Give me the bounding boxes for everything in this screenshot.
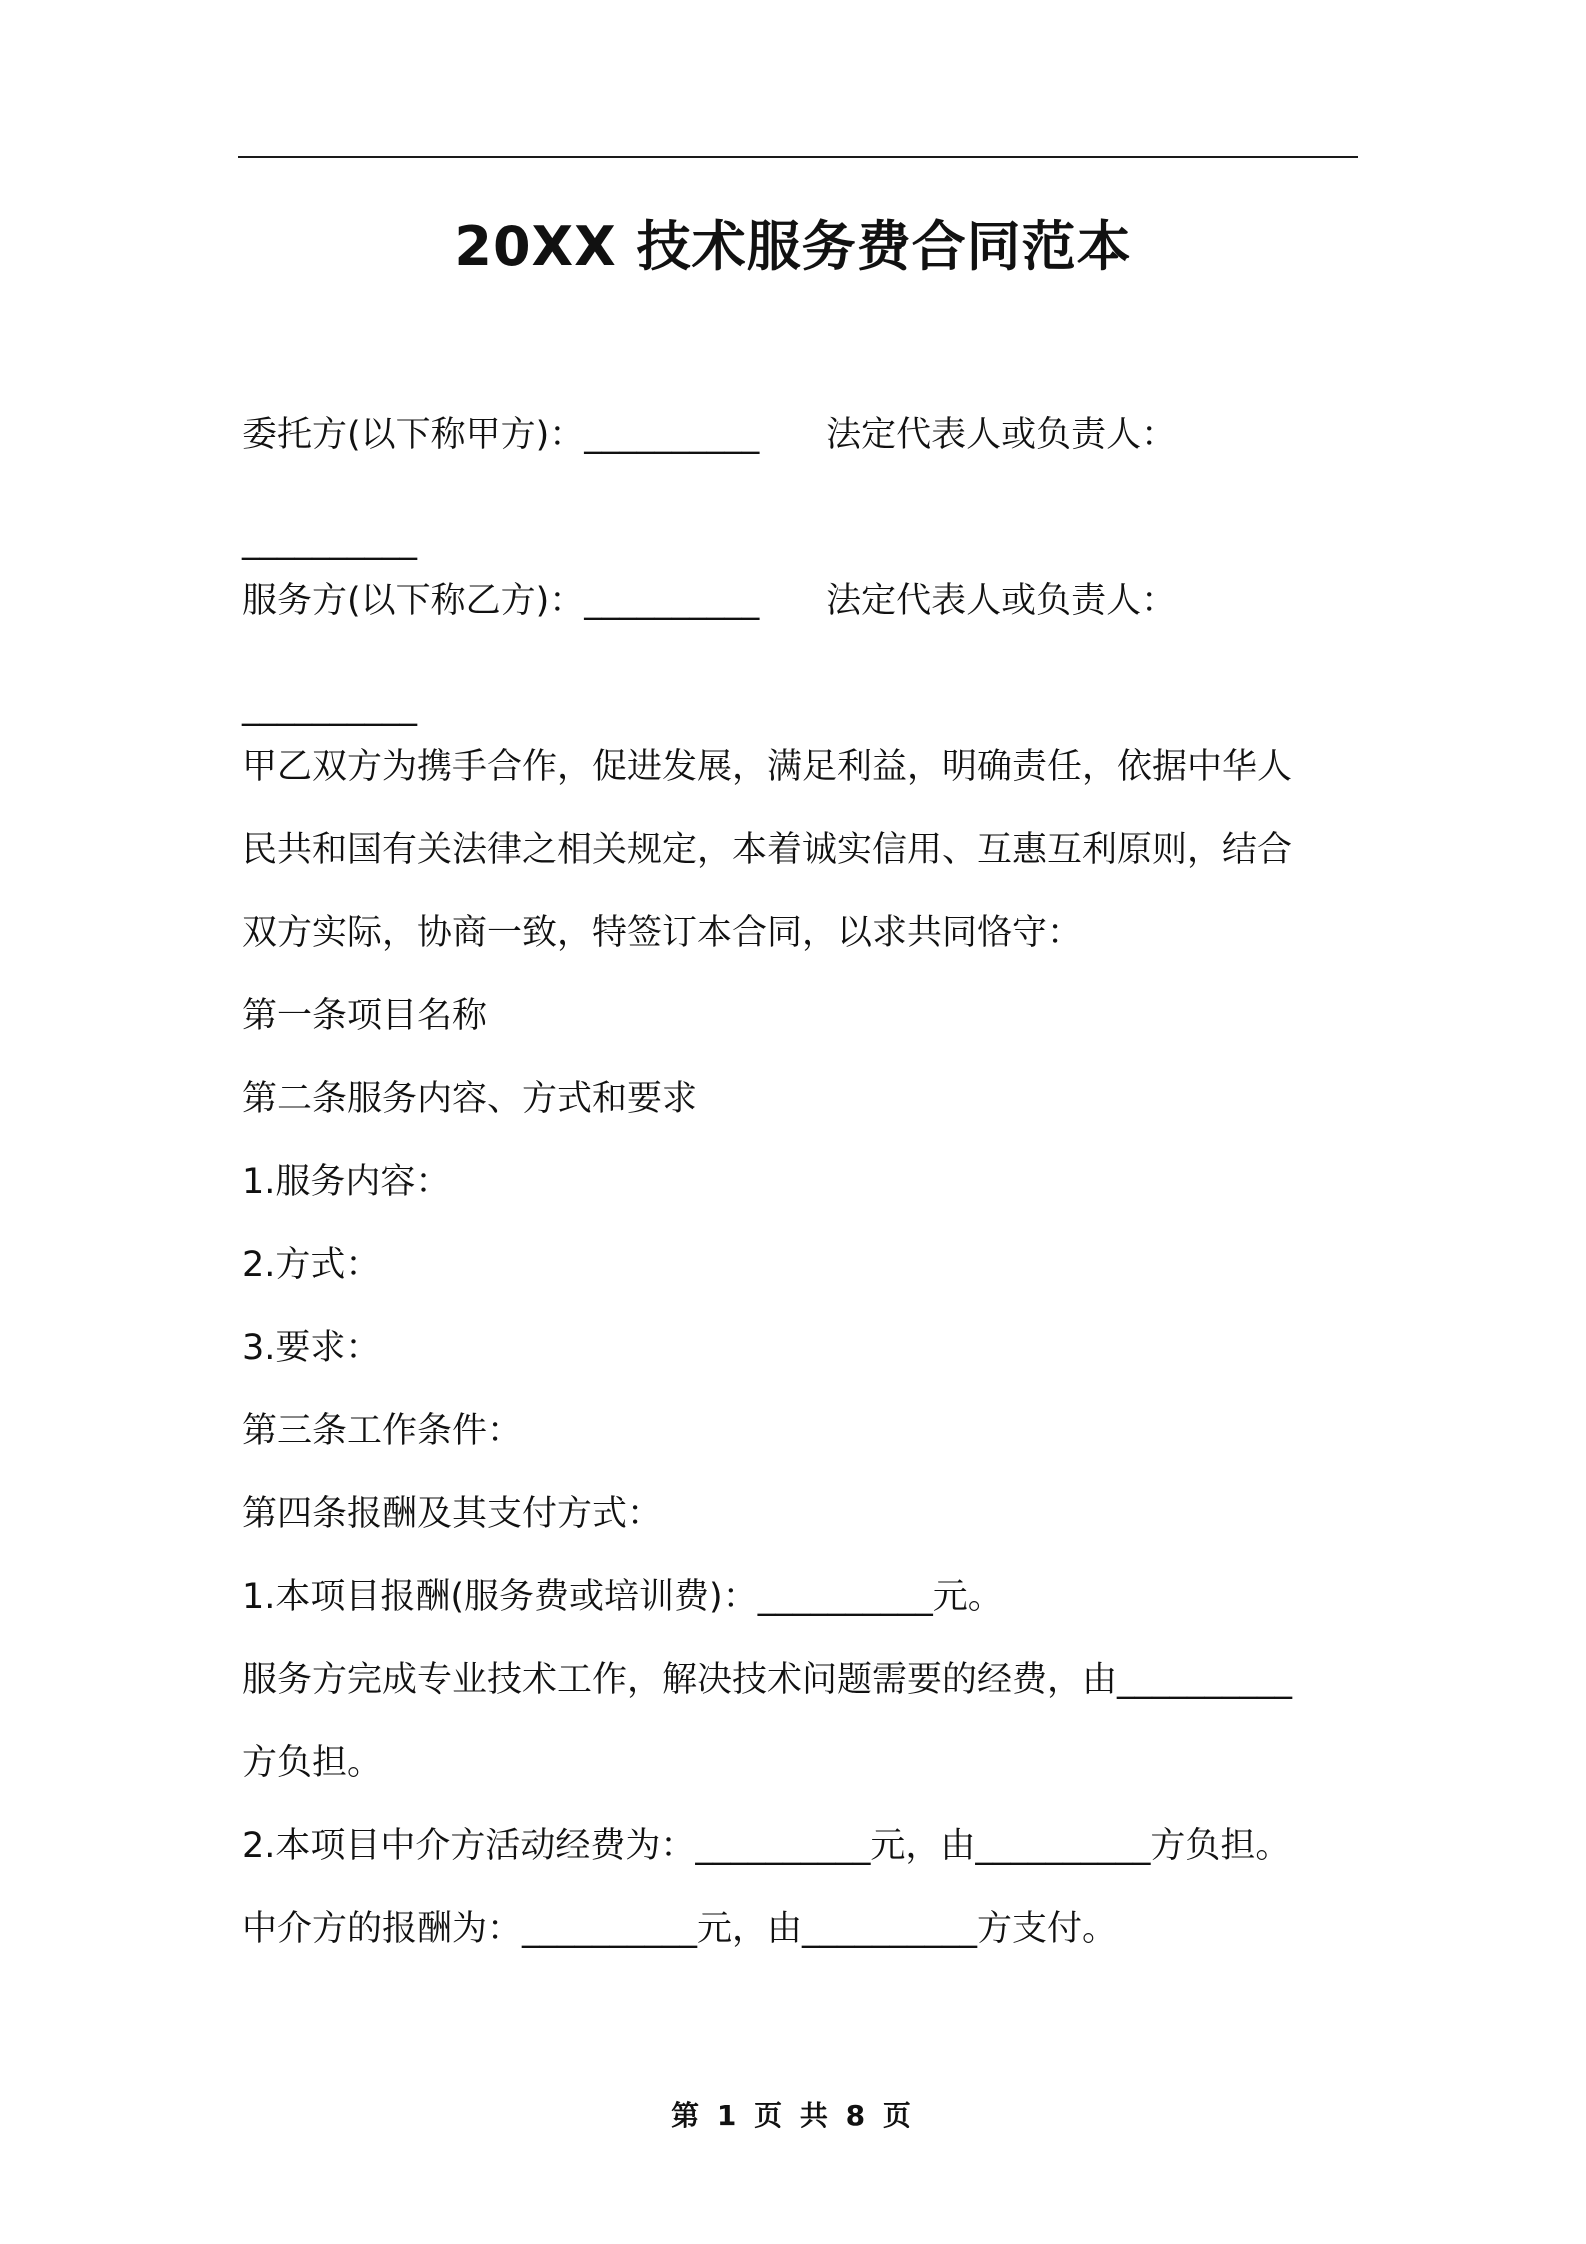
party-b-line: 服务方(以下称乙方)：__________ 法定代表人或负责人： xyxy=(242,581,1177,621)
expense-line-1: 服务方完成专业技术工作，解决技术问题需要的经费，由__________ xyxy=(242,1660,1293,1700)
preamble-line-3: 双方实际，协商一致，特签订本合同，以求共同恪守： xyxy=(242,913,1083,953)
intermediary-expense-item: 2.本项目中介方活动经费为：__________元，由__________方负担。 xyxy=(242,1826,1291,1866)
preamble-line-1: 甲乙双方为携手合作，促进发展，满足利益，明确责任，依据中华人 xyxy=(242,747,1293,787)
article-1-heading: 第一条项目名称 xyxy=(242,996,488,1036)
header-rule xyxy=(238,156,1358,158)
expense-line-2: 方负担。 xyxy=(242,1743,383,1783)
party-a-line: 委托方(以下称甲方)：__________ 法定代表人或负责人： xyxy=(242,415,1177,455)
service-requirement-item: 3.要求： xyxy=(242,1328,381,1368)
intermediary-remuneration-line: 中介方的报酬为：__________元，由__________方支付。 xyxy=(242,1909,1118,1949)
article-4-heading: 第四条报酬及其支付方式： xyxy=(242,1494,663,1534)
party-a-representative-blank: __________ xyxy=(242,521,417,561)
service-content-item: 1.服务内容： xyxy=(242,1162,451,1202)
remuneration-item: 1.本项目报酬(服务费或培训费)：__________元。 xyxy=(242,1577,1003,1617)
document-title: 20XX 技术服务费合同范本 xyxy=(454,215,1132,278)
party-b-representative-blank: __________ xyxy=(242,687,417,727)
article-2-heading: 第二条服务内容、方式和要求 xyxy=(242,1079,698,1119)
preamble-line-2: 民共和国有关法律之相关规定，本着诚实信用、互惠互利原则，结合 xyxy=(242,830,1293,870)
service-method-item: 2.方式： xyxy=(242,1245,381,1285)
article-3-heading: 第三条工作条件： xyxy=(242,1411,523,1451)
page-number: 第 1 页 共 8 页 xyxy=(671,2099,915,2132)
